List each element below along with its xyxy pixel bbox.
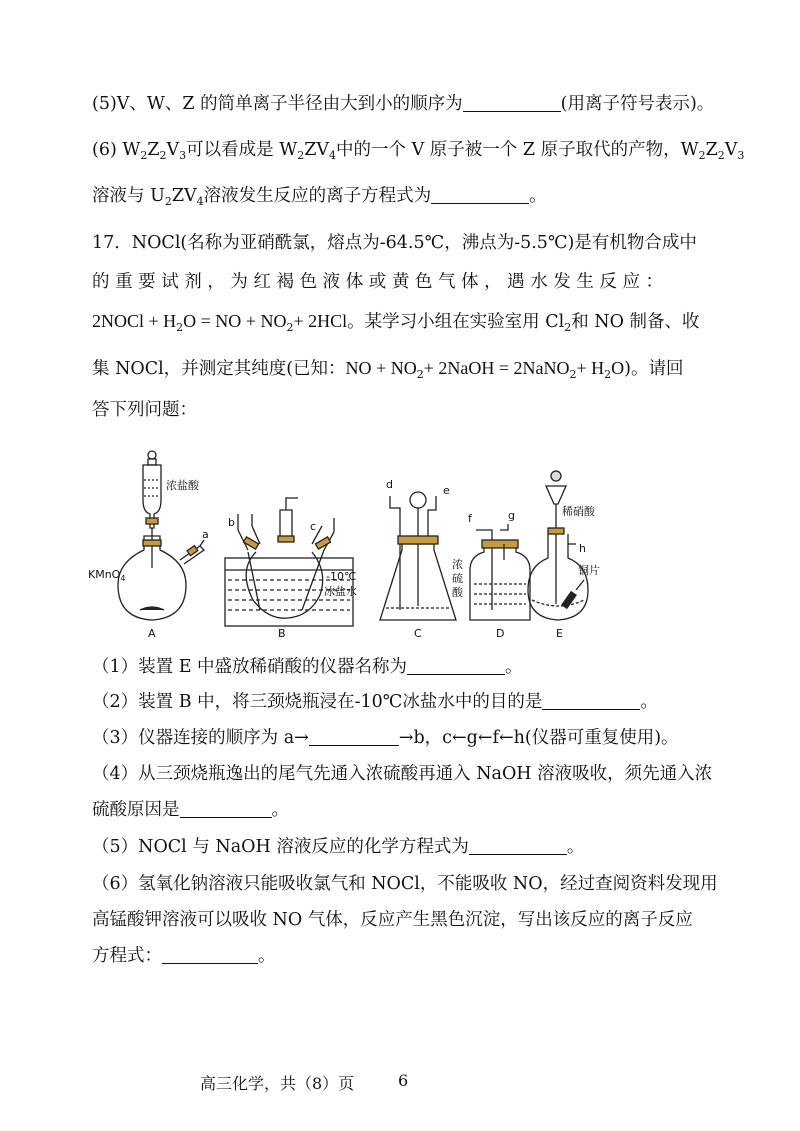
label-conc-1: 浓 bbox=[452, 558, 463, 571]
q16-p6-text4: 溶液发生反应的离子方程式为 bbox=[203, 186, 432, 206]
q17-sub2 bbox=[92, 690, 658, 714]
q6-text: 方程式： bbox=[92, 946, 162, 966]
label-e: E bbox=[556, 627, 563, 640]
page-number: 6 bbox=[398, 1071, 409, 1090]
label-copper: 铜片 bbox=[578, 564, 600, 577]
equation-2c: + H bbox=[576, 358, 605, 378]
q16-p5-blank[interactable] bbox=[463, 93, 561, 112]
q4-blank[interactable] bbox=[180, 799, 272, 818]
label-port-g: g bbox=[508, 509, 515, 522]
label-a: A bbox=[148, 627, 156, 640]
equation-1: 2NOCl + H bbox=[92, 311, 177, 331]
q17-line1: 17．NOCl(名称为亚硝酰氯，熔点为-64.5℃，沸点为-5.5℃)是有机物合成中 bbox=[92, 233, 697, 253]
label-temp: -10℃ bbox=[326, 570, 357, 583]
q17-sub6-line2: 高锰酸钾溶液可以吸收 NO 气体，反应产生黑色沉淀，写出该反应的离子反应 bbox=[92, 910, 693, 930]
label-port-b: b bbox=[228, 516, 235, 529]
label-port-e: e bbox=[443, 484, 450, 497]
q16-p6-z: Z bbox=[147, 140, 160, 160]
q1-text: （1）装置 E 中盛放稀硝酸的仪器名称为 bbox=[92, 657, 408, 677]
sub: 2 bbox=[569, 368, 577, 381]
sub: 2 bbox=[297, 149, 305, 162]
apparatus-c bbox=[380, 492, 456, 620]
label-conc-2: 硫 bbox=[452, 572, 463, 585]
q16-p6-text: 可以看成是 W bbox=[186, 140, 298, 160]
sub: 2 bbox=[564, 321, 572, 334]
label-port-a: a bbox=[202, 528, 209, 541]
sub: 2 bbox=[286, 321, 294, 334]
q2-text: （2）装置 B 中，将三颈烧瓶浸在-10℃冰盐水中的目的是 bbox=[92, 692, 543, 712]
q17-line3-text2: 和 NO 制备、收 bbox=[571, 312, 700, 332]
q6-end: 。 bbox=[258, 946, 276, 966]
label-c: C bbox=[414, 627, 422, 640]
label-ice-bath: 冰盐水 bbox=[324, 585, 357, 598]
q16-p6-zv: ZV bbox=[304, 140, 330, 160]
q17-sub6-line3 bbox=[92, 944, 276, 968]
q17-sub4-line1: （4）从三颈烧瓶逸出的尾气先通入浓硫酸再通入 NaOH 溶液吸收，须先通入浓 bbox=[92, 764, 713, 784]
q16-p6-text3: 溶液与 U bbox=[92, 186, 165, 206]
q16-p6-zv2: ZV bbox=[171, 186, 197, 206]
sub: 2 bbox=[604, 368, 612, 381]
label-kmno4 bbox=[88, 568, 125, 583]
sub: 4 bbox=[329, 149, 337, 162]
equation-2d: O bbox=[611, 358, 625, 378]
q16-p5-tail: (用离子符号表示)。 bbox=[560, 94, 715, 114]
kmno4-sub: 4 bbox=[120, 574, 126, 583]
q16-part5 bbox=[92, 92, 714, 116]
sub: 3 bbox=[737, 149, 745, 162]
q17-sub5 bbox=[92, 835, 584, 859]
q5-text: （5）NOCl 与 NaOH 溶液反应的化学方程式为 bbox=[92, 837, 469, 857]
q17-line5: 答下列问题： bbox=[92, 400, 197, 420]
sub: 2 bbox=[176, 321, 184, 334]
q2-end: 。 bbox=[640, 692, 658, 712]
q16-p6-text2: 中的一个 V 原子被一个 Z 原子取代的产物，W bbox=[336, 140, 699, 160]
q17-sub1 bbox=[92, 655, 523, 679]
equation-2b: + 2NaOH = 2NaNO bbox=[423, 358, 570, 378]
sub: 4 bbox=[196, 195, 204, 208]
equation-2: NO + NO bbox=[345, 358, 417, 378]
equation-1c: + 2HCl bbox=[293, 311, 348, 331]
q17-sub3 bbox=[92, 726, 679, 750]
apparatus-d bbox=[470, 524, 530, 620]
sub: 2 bbox=[698, 149, 706, 162]
sub: 2 bbox=[159, 149, 167, 162]
kmno4-text: KMnO bbox=[88, 568, 121, 581]
label-d: D bbox=[496, 627, 505, 640]
q17-line3 bbox=[92, 309, 700, 334]
q16-p6-end: 。 bbox=[529, 186, 547, 206]
label-conc-3: 酸 bbox=[452, 586, 463, 599]
q6-blank[interactable] bbox=[162, 945, 258, 964]
q5-blank[interactable] bbox=[469, 836, 567, 855]
q16-p6-blank[interactable] bbox=[431, 185, 529, 204]
q4-end: 。 bbox=[271, 800, 289, 820]
q16-p6-v2: V bbox=[724, 140, 738, 160]
apparatus-a bbox=[118, 451, 204, 620]
q16-p6-v: V bbox=[166, 140, 180, 160]
apparatus-figure bbox=[88, 440, 708, 640]
sub: 3 bbox=[179, 149, 187, 162]
q16-p6-w: (6) W bbox=[92, 140, 141, 160]
apparatus-diagram bbox=[88, 440, 708, 640]
q3-blank[interactable] bbox=[309, 727, 399, 746]
q17-sub4-line2 bbox=[92, 798, 289, 822]
q17-line4-tail: )。请回 bbox=[624, 359, 684, 379]
q3-text: （3）仪器连接的顺序为 a→ bbox=[92, 728, 309, 748]
equation-1b: O = NO + NO bbox=[183, 311, 287, 331]
q1-end: 。 bbox=[505, 657, 523, 677]
q17-line2: 的 重 要 试 剂 ， 为 红 褐 色 液 体 或 黄 色 气 体 ， 遇 水 发 生 反 应 ： bbox=[92, 272, 664, 292]
q16-part6-line1 bbox=[92, 138, 744, 162]
label-conc-hcl: 浓盐酸 bbox=[166, 479, 199, 492]
q3-end: →b，c←g←f←h(仪器可重复使用)。 bbox=[398, 728, 679, 748]
sub: 2 bbox=[164, 195, 172, 208]
q1-blank[interactable] bbox=[407, 656, 505, 675]
sub: 2 bbox=[717, 149, 725, 162]
q17-line3-text: 。某学习小组在实验室用 Cl bbox=[347, 312, 565, 332]
sub: 2 bbox=[140, 149, 148, 162]
q17-line4-text: 集 NOCl，并测定其纯度(已知： bbox=[92, 359, 346, 379]
q16-part6-line2 bbox=[92, 184, 547, 208]
sub: 2 bbox=[416, 368, 424, 381]
label-port-h: h bbox=[579, 542, 586, 555]
q5-end: 。 bbox=[566, 837, 585, 857]
q16-p6-z2: Z bbox=[705, 140, 718, 160]
q2-blank[interactable] bbox=[542, 691, 640, 710]
apparatus-b bbox=[225, 498, 353, 626]
q17-line4 bbox=[92, 356, 683, 381]
footer-title: 高三化学，共（8）页 bbox=[200, 1074, 355, 1093]
label-port-f: f bbox=[468, 512, 472, 525]
q17-sub6-line1: （6）氢氧化钠溶液只能吸收氯气和 NOCl，不能吸收 NO，经过查阅资料发现用 bbox=[92, 874, 718, 894]
q4-text: 硫酸原因是 bbox=[92, 800, 180, 820]
label-b: B bbox=[278, 627, 286, 640]
q16-p5-text: (5)V、W、Z 的简单离子半径由大到小的顺序为 bbox=[92, 94, 463, 114]
label-dilute-nitric: 稀硝酸 bbox=[562, 505, 595, 518]
label-port-c: c bbox=[310, 520, 317, 533]
label-port-d: d bbox=[386, 478, 393, 491]
